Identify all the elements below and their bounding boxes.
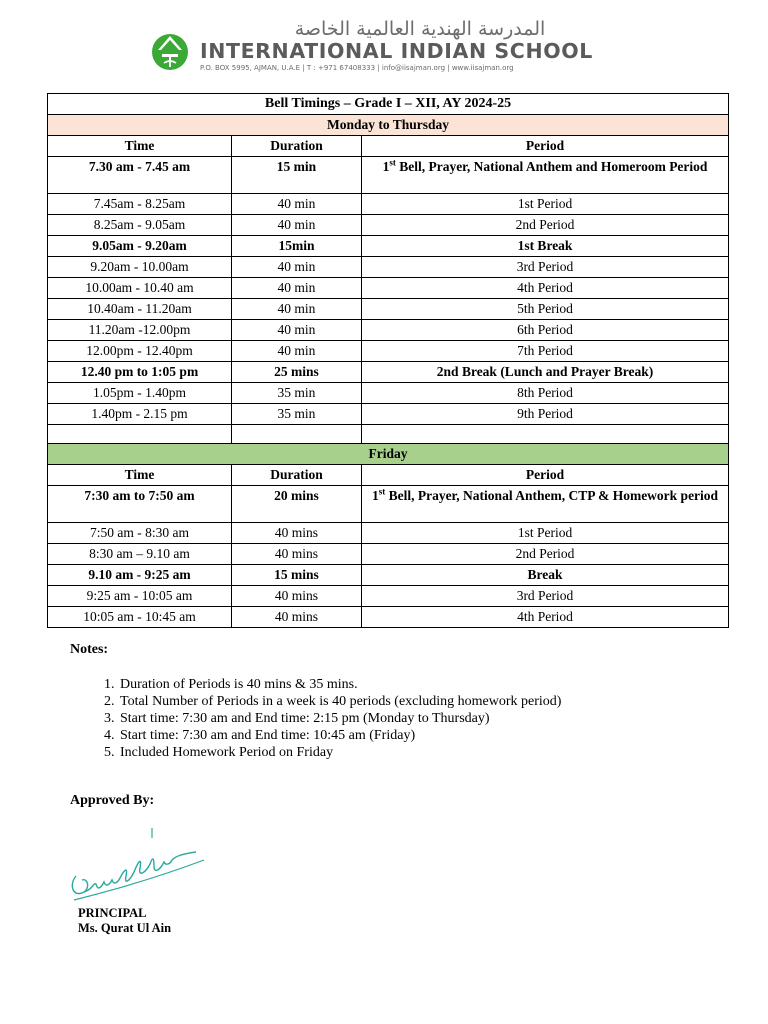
duration-cell: 40 mins <box>232 523 362 544</box>
table-row <box>48 383 729 404</box>
time-cell: 8:30 am – 9.10 am <box>48 544 232 565</box>
col-header-duration: Duration <box>232 465 362 486</box>
duration-cell: 15 min <box>232 157 362 194</box>
table-row <box>48 362 729 383</box>
table-row <box>48 607 729 628</box>
friday-header-row <box>48 465 729 486</box>
col-header-period: Period <box>362 136 729 157</box>
table-row <box>48 236 729 257</box>
table-title-row <box>48 94 729 115</box>
period-cell: 1st Period <box>362 523 729 544</box>
contact-line: P.O. BOX 5995, AJMAN, U.A.E | T : +971 67408333 | info@iisajman.org | www.iisajman.org <box>200 64 514 72</box>
period-cell: 2nd Period <box>362 544 729 565</box>
table-row <box>48 341 729 362</box>
bell-timings-table <box>47 93 729 628</box>
period-cell: 4th Period <box>362 607 729 628</box>
period-cell: Break <box>362 565 729 586</box>
duration-cell: 20 mins <box>232 486 362 523</box>
duration-cell: 40 mins <box>232 607 362 628</box>
period-cell: 4th Period <box>362 278 729 299</box>
duration-cell: 40 min <box>232 194 362 215</box>
time-cell: 1.40pm - 2.15 pm <box>48 404 232 425</box>
duration-cell: 15 mins <box>232 565 362 586</box>
duration-cell: 40 min <box>232 257 362 278</box>
period-cell: 3rd Period <box>362 257 729 278</box>
period-cell: 9th Period <box>362 404 729 425</box>
note-item: 2. Total Number of Periods in a week is 40 periods (excluding homework period) <box>118 693 758 710</box>
notes-list <box>70 676 758 761</box>
time-cell: 1.05pm - 1.40pm <box>48 383 232 404</box>
table-row <box>48 194 729 215</box>
time-cell: 11.20am -12.00pm <box>48 320 232 341</box>
duration-cell: 40 min <box>232 320 362 341</box>
period-rest: Bell, Prayer, National Anthem and Homeroom Period <box>395 159 708 174</box>
friday-label: Friday <box>48 444 729 465</box>
period-cell: 2nd Break (Lunch and Prayer Break) <box>362 362 729 383</box>
note-item: 4. Start time: 7:30 am and End time: 10:45 am (Friday) <box>118 727 758 744</box>
signatory-role: PRINCIPAL <box>78 906 147 920</box>
table-row <box>48 404 729 425</box>
school-name: INTERNATIONAL INDIAN SCHOOL <box>200 39 593 63</box>
letterhead <box>150 18 650 76</box>
spacer-cell <box>362 425 729 444</box>
time-cell: 10.40am - 11.20am <box>48 299 232 320</box>
time-cell: 12.00pm - 12.40pm <box>48 341 232 362</box>
table-title: Bell Timings – Grade I – XII, AY 2024-25 <box>48 94 729 115</box>
duration-cell: 15min <box>232 236 362 257</box>
time-cell: 12.40 pm to 1:05 pm <box>48 362 232 383</box>
col-header-duration: Duration <box>232 136 362 157</box>
principal-signature <box>66 826 206 906</box>
duration-cell: 40 mins <box>232 544 362 565</box>
table-row <box>48 565 729 586</box>
table-row <box>48 586 729 607</box>
mon-thu-first-bell-row <box>48 157 729 194</box>
note-item: 5. Included Homework Period on Friday <box>118 744 758 761</box>
duration-cell: 40 min <box>232 278 362 299</box>
period-cell: 7th Period <box>362 341 729 362</box>
period-cell <box>362 157 729 194</box>
mon-thu-label: Monday to Thursday <box>48 115 729 136</box>
duration-cell: 40 mins <box>232 586 362 607</box>
friday-band <box>48 444 729 465</box>
spacer-cell <box>48 425 232 444</box>
spacer-row <box>48 425 729 444</box>
period-cell: 5th Period <box>362 299 729 320</box>
note-item: 3. Start time: 7:30 am and End time: 2:15 pm (Monday to Thursday) <box>118 710 758 727</box>
table-row <box>48 257 729 278</box>
period-cell <box>362 486 729 523</box>
duration-cell: 40 min <box>232 299 362 320</box>
period-prefix: 1 <box>371 488 379 503</box>
time-cell: 7:30 am to 7:50 am <box>48 486 232 523</box>
table-row <box>48 544 729 565</box>
duration-cell: 35 min <box>232 404 362 425</box>
period-cell: 8th Period <box>362 383 729 404</box>
time-cell: 9.10 am - 9:25 am <box>48 565 232 586</box>
approved-by-label: Approved By: <box>70 793 155 808</box>
time-cell: 7:50 am - 8:30 am <box>48 523 232 544</box>
time-cell: 8.25am - 9.05am <box>48 215 232 236</box>
note-item: 1. Duration of Periods is 40 mins & 35 mins. <box>118 676 758 693</box>
duration-cell: 40 min <box>232 341 362 362</box>
period-cell: 1st Period <box>362 194 729 215</box>
period-sup: st <box>389 157 396 168</box>
time-cell: 9.20am - 10.00am <box>48 257 232 278</box>
period-cell: 1st Break <box>362 236 729 257</box>
col-header-time: Time <box>48 465 232 486</box>
period-rest: Bell, Prayer, National Anthem, CTP & Homework period <box>385 488 719 503</box>
table-row <box>48 278 729 299</box>
signatory-name: Ms. Qurat Ul Ain <box>78 921 172 935</box>
school-name-arabic: المدرسة الهندية العالمية الخاصة <box>294 18 546 40</box>
school-crest-icon <box>150 30 190 72</box>
col-header-time: Time <box>48 136 232 157</box>
period-cell: 2nd Period <box>362 215 729 236</box>
duration-cell: 35 min <box>232 383 362 404</box>
mon-thu-band <box>48 115 729 136</box>
table-row <box>48 215 729 236</box>
friday-first-bell-row <box>48 486 729 523</box>
duration-cell: 25 mins <box>232 362 362 383</box>
period-prefix: 1 <box>382 159 390 174</box>
time-cell: 9:25 am - 10:05 am <box>48 586 232 607</box>
duration-cell: 40 min <box>232 215 362 236</box>
time-cell: 10.00am - 10.40 am <box>48 278 232 299</box>
notes-title: Notes: <box>70 642 109 657</box>
period-sup: st <box>378 486 386 497</box>
table-row <box>48 320 729 341</box>
col-header-period: Period <box>362 465 729 486</box>
mon-thu-header-row <box>48 136 729 157</box>
time-cell: 9.05am - 9.20am <box>48 236 232 257</box>
spacer-cell <box>232 425 362 444</box>
period-cell: 6th Period <box>362 320 729 341</box>
time-cell: 7.45am - 8.25am <box>48 194 232 215</box>
table-row <box>48 523 729 544</box>
time-cell: 7.30 am - 7.45 am <box>48 157 232 194</box>
table-row <box>48 299 729 320</box>
period-cell: 3rd Period <box>362 586 729 607</box>
time-cell: 10:05 am - 10:45 am <box>48 607 232 628</box>
